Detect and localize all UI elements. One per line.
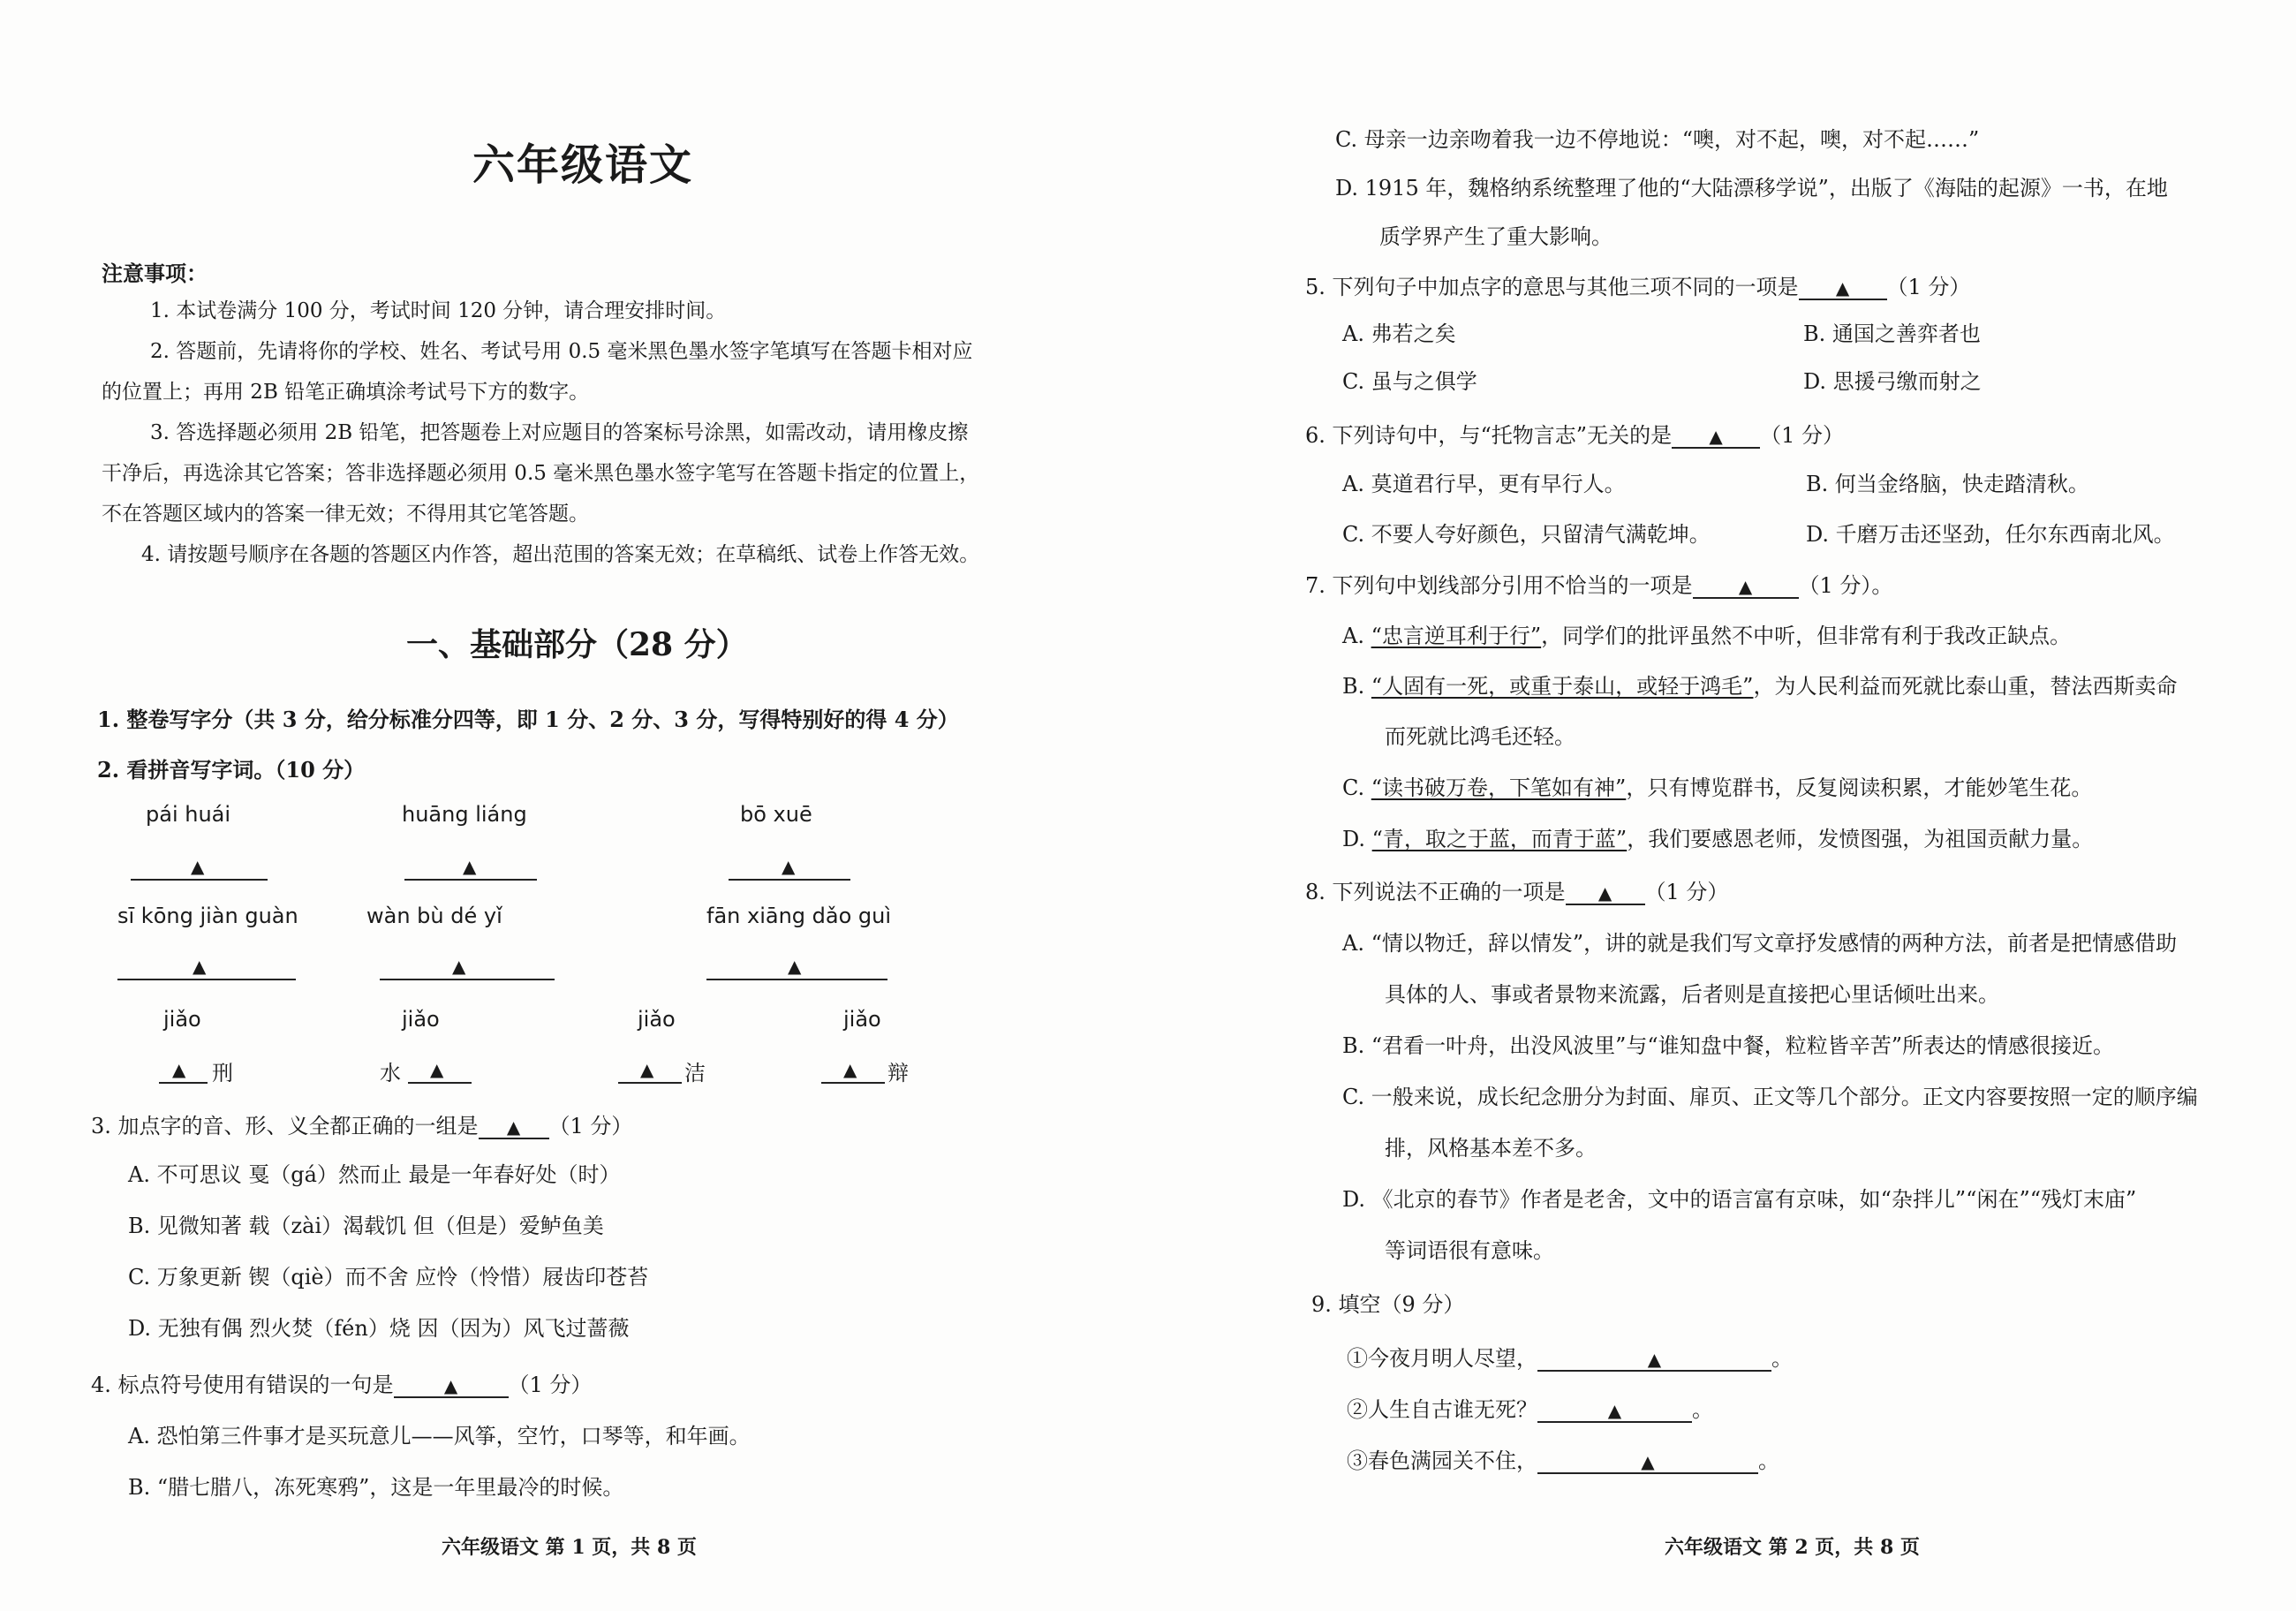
pinyin: fān xiāng dǎo guì (706, 904, 892, 928)
answer-blank[interactable]: ▲ (394, 1375, 509, 1398)
question-6-label: 6. 下列诗句中，与“托物言志”无关的是 (1305, 423, 1673, 448)
answer-mark: ▲ (430, 1059, 444, 1080)
answer-blank[interactable] (159, 1082, 208, 1084)
option: C. 母亲一边亲吻着我一边不停地说：“噢，对不起，噢，对不起……” (1335, 127, 1980, 152)
answer-blank[interactable] (131, 879, 268, 881)
option: B. 通国之善弈者也 (1803, 321, 1981, 346)
notice-item: 2. 答题前，先请将你的学校、姓名、考试号用 0.5 毫米黑色墨水签字笔填写在答题卡相对应 (150, 340, 973, 363)
question-9-label: 9. 填空（9 分） (1311, 1292, 1465, 1317)
option: A. 恐怕第三件事才是买玩意儿——风筝，空竹，口琴等，和年画。 (128, 1424, 751, 1448)
notice-item: 1. 本试卷满分 100 分，考试时间 120 分钟，请合理安排时间。 (150, 299, 727, 322)
pinyin: pái huái (146, 802, 231, 827)
fill-end: 。 (1692, 1397, 1713, 1422)
page-footer: 六年级语文 第 1 页，共 8 页 (442, 1536, 697, 1559)
question-6 (1305, 418, 1844, 449)
option (1342, 618, 2071, 649)
option: B. “腊七腊八，冻死寒鸦”，这是一年里最冷的时候。 (128, 1475, 624, 1500)
question-5-score: （1 分） (1886, 275, 1971, 299)
option: C. 不要人夸好颜色，只留清气满乾坤。 (1342, 522, 1711, 547)
option-letter: B. (1342, 674, 1365, 699)
option (1342, 669, 2177, 700)
option: B. “君看一叶舟，出没风波里”与“谁知盘中餐，粒粒皆辛苦”所表达的情感很接近。 (1342, 1033, 2114, 1058)
answer-mark: ▲ (193, 956, 207, 977)
question-4-score: （1 分） (508, 1373, 593, 1397)
question-3-label: 3. 加点字的音、形、义全都正确的一组是 (91, 1114, 479, 1138)
pinyin: jiǎo (638, 1007, 676, 1032)
pinyin: huāng liáng (402, 802, 527, 827)
answer-blank[interactable] (380, 979, 555, 980)
answer-blank[interactable] (618, 1082, 682, 1084)
answer-blank[interactable] (404, 879, 537, 881)
answer-blank[interactable] (821, 1082, 885, 1084)
question-3 (91, 1108, 632, 1139)
answer-blank[interactable]: ▲ (1566, 882, 1645, 905)
option-continued: 质学界产生了重大影响。 (1379, 224, 1612, 249)
answer-blank[interactable] (706, 979, 887, 980)
notice-item: 的位置上；再用 2B 铅笔正确填涂考试号下方的数字。 (102, 381, 590, 404)
option-text: ，为人民利益而死就比泰山重，替法西斯卖命 (1753, 674, 2178, 699)
question-4-label: 4. 标点符号使用有错误的一句是 (91, 1373, 394, 1397)
answer-blank[interactable]: ▲ (479, 1116, 549, 1139)
question-5-label: 5. 下列句子中加点字的意思与其他三项不同的一项是 (1305, 275, 1799, 299)
fill-text: ①今夜月明人尽望， (1347, 1346, 1537, 1371)
pinyin: jiǎo (163, 1007, 201, 1032)
answer-blank[interactable] (117, 979, 296, 980)
option (1342, 821, 2093, 852)
option-text: ，同学们的批评虽然不中听，但非常有利于我改正缺点。 (1541, 624, 2072, 648)
fill-end: 。 (1771, 1346, 1793, 1371)
option-continued: 具体的人、事或者景物来流露，后者则是直接把心里话倾吐出来。 (1385, 982, 1999, 1007)
answer-mark: ▲ (452, 956, 466, 977)
option: C. 万象更新 锲（qiè）而不舍 应怜（怜惜）屐齿印苍苔 (128, 1265, 649, 1290)
given-char: 刑 (212, 1061, 233, 1085)
question-4 (91, 1367, 592, 1398)
fill-item (1347, 1341, 1793, 1372)
question-7-label: 7. 下列句中划线部分引用不恰当的一项是 (1305, 573, 1693, 598)
given-char: 洁 (684, 1061, 706, 1085)
quote-underlined: “青，取之于蓝，而青于蓝” (1371, 827, 1628, 851)
fill-end: 。 (1758, 1448, 1779, 1473)
pinyin: wàn bù dé yǐ (366, 904, 502, 928)
quote-underlined: “读书破万卷，下笔如有神” (1371, 775, 1627, 800)
option-continued: 等词语很有意味。 (1385, 1238, 1554, 1263)
option: D. 千磨万击还坚劲，任尔东西南北风。 (1806, 522, 2175, 547)
question-6-score: （1 分） (1760, 423, 1844, 448)
fill-item (1347, 1392, 1713, 1423)
notice-item: 4. 请按题号顺序在各题的答题区内作答，超出范围的答案无效；在草稿纸、试卷上作答无效。 (141, 543, 980, 566)
option: A. 莫道君行早，更有早行人。 (1342, 472, 1626, 496)
option: C. 一般来说，成长纪念册分为封面、扉页、正文等几个部分。正文内容要按照一定的顺序编 (1342, 1085, 2198, 1109)
option: D. 无独有偶 烈火焚（fén）烧 因（因为）风飞过蔷薇 (128, 1316, 630, 1341)
option: D. 1915 年，魏格纳系统整理了他的“大陆漂移学说”，出版了《海陆的起源》一书，在地 (1335, 176, 2168, 200)
fill-text: ②人生自古谁无死？ (1347, 1397, 1537, 1422)
answer-blank[interactable]: ▲ (1537, 1451, 1758, 1474)
answer-mark: ▲ (782, 856, 796, 877)
answer-blank[interactable]: ▲ (1537, 1400, 1692, 1423)
notice-item: 不在答题区域内的答案一律无效；不得用其它笔答题。 (102, 503, 589, 526)
answer-blank[interactable]: ▲ (1693, 576, 1799, 599)
notice-heading: 注意事项： (102, 261, 208, 286)
answer-mark: ▲ (843, 1059, 857, 1080)
answer-mark: ▲ (191, 856, 205, 877)
option-continued: 而死就比鸿毛还轻。 (1385, 724, 1575, 749)
question-3-score: （1 分） (548, 1114, 633, 1138)
option-letter: D. (1342, 827, 1366, 851)
pinyin: jiǎo (843, 1007, 881, 1032)
fill-item (1347, 1443, 1779, 1474)
answer-blank[interactable] (729, 879, 850, 881)
pinyin: sī kōng jiàn guàn (117, 904, 298, 928)
page-footer: 六年级语文 第 2 页，共 8 页 (1665, 1536, 1920, 1559)
option (1342, 770, 2092, 801)
given-char: 辩 (887, 1061, 909, 1085)
option-continued: 排，风格基本差不多。 (1385, 1136, 1597, 1161)
option: B. 何当金络脑，快走踏清秋。 (1806, 472, 2089, 496)
option: D. 《北京的春节》作者是老舍，文中的语言富有京味，如“杂拌儿”“闲在”“残灯末庙” (1342, 1187, 2137, 1212)
question-5 (1305, 269, 1970, 300)
pinyin: bō xuē (740, 802, 812, 827)
option: A. 弗若之矣 (1342, 321, 1456, 346)
question-8 (1305, 874, 1728, 905)
question-7 (1305, 568, 1892, 599)
option: A. “情以物迁，辞以情发”，讲的就是我们写文章抒发感情的两种方法，前者是把情感借助 (1342, 931, 2178, 956)
quote-underlined: “忠言逆耳利于行” (1371, 624, 1542, 648)
option: B. 见微知著 载（zài）渴载饥 但（但是）爱鲈鱼美 (128, 1214, 604, 1238)
section-heading: 一、基础部分（28 分） (406, 626, 748, 663)
option-letter: A. (1342, 624, 1364, 648)
answer-blank[interactable]: ▲ (1799, 277, 1887, 300)
question-7-score: （1 分）。 (1798, 573, 1893, 598)
notice-item: 干净后，再选涂其它答案；答非选择题必须用 0.5 毫米黑色墨水签字笔写在答题卡指定的位置上， (102, 462, 980, 485)
question-2-label: 2. 看拼音写字词。（10 分） (97, 757, 366, 783)
question-1: 1. 整卷写字分（共 3 分，给分标准分四等，即 1 分、2 分、3 分，写得特别好的得 4 分） (97, 707, 959, 732)
answer-mark: ▲ (172, 1059, 186, 1080)
question-8-score: （1 分） (1644, 880, 1729, 904)
question-8-label: 8. 下列说法不正确的一项是 (1305, 880, 1566, 904)
pinyin: jiǎo (402, 1007, 440, 1032)
answer-blank[interactable] (408, 1082, 472, 1084)
option: A. 不可思议 戛（gá）然而止 最是一年春好处（时） (128, 1162, 621, 1187)
option-text: ，只有博览群书，反复阅读积累，才能妙笔生花。 (1626, 775, 2093, 800)
option: C. 虽与之俱学 (1342, 369, 1477, 394)
notice-item: 3. 答选择题必须用 2B 铅笔，把答题卷上对应题目的答案标号涂黑，如需改动，请用橡皮擦 (150, 421, 969, 444)
quote-underlined: “人固有一死，或重于泰山，或轻于鸿毛” (1371, 674, 1754, 699)
exam-title: 六年级语文 (472, 140, 694, 190)
given-char: 水 (380, 1061, 401, 1085)
answer-mark: ▲ (463, 856, 477, 877)
option: D. 思援弓缴而射之 (1803, 369, 1982, 394)
option-text: ，我们要感恩老师，发愤图强，为祖国贡献力量。 (1627, 827, 2094, 851)
answer-mark: ▲ (788, 956, 802, 977)
fill-text: ③春色满园关不住， (1347, 1448, 1537, 1473)
answer-blank[interactable]: ▲ (1537, 1349, 1771, 1372)
answer-blank[interactable]: ▲ (1672, 426, 1760, 449)
page-2 (1148, 0, 2296, 1611)
answer-mark: ▲ (640, 1059, 654, 1080)
option-letter: C. (1342, 775, 1365, 800)
